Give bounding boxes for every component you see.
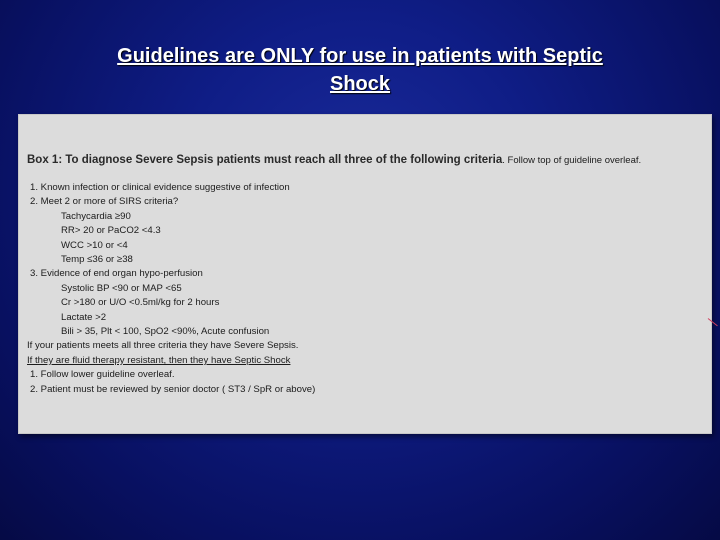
criteria-line: If they are fluid therapy resistant, then they have Septic Shock [27, 354, 291, 366]
criteria-line: WCC >10 or <4 [61, 239, 128, 251]
criteria-line: Tachycardia ≥90 [61, 210, 131, 222]
criteria-line: 2. Meet 2 or more of SIRS criteria? [30, 196, 179, 208]
criteria-line: 2. Patient must be reviewed by senior doctor ( ST3 / SpR or above) [30, 383, 316, 395]
criteria-box [18, 114, 712, 434]
box-heading-bold: Box 1: To diagnose Severe Sepsis patients must reach all three of the following criteria [27, 154, 503, 166]
criteria-line: 1. Known infection or clinical evidence suggestive of infection [30, 182, 290, 193]
criteria-line: RR> 20 or PaCO2 <4.3 [61, 225, 161, 237]
criteria-line: Lactate >2 [61, 311, 107, 323]
slide-title-line-2: Shock [329, 73, 391, 95]
criteria-line: 1. Follow lower guideline overleaf. [30, 369, 175, 381]
criteria-line: Cr >180 or U/O <0.5ml/kg for 2 hours [61, 297, 220, 309]
criteria-box-text [27, 153, 705, 397]
criteria-line: Temp ≤36 or ≥38 [61, 254, 133, 266]
slide-title [40, 42, 680, 98]
criteria-list [27, 181, 705, 397]
criteria-line: 3. Evidence of end organ hypo-perfusion [30, 268, 203, 280]
criteria-line: If your patients meets all three criteria they have Severe Sepsis. [27, 340, 299, 352]
criteria-line: Systolic BP <90 or MAP <65 [61, 282, 182, 294]
criteria-line: Bili > 35, Plt < 100, SpO2 <90%, Acute confusion [61, 326, 270, 338]
slide-title-line-1: Guidelines are ONLY for use in patients with Septic [117, 45, 603, 67]
box-heading [27, 153, 705, 168]
box-heading-follow: . Follow top of guideline overleaf. [502, 155, 642, 166]
